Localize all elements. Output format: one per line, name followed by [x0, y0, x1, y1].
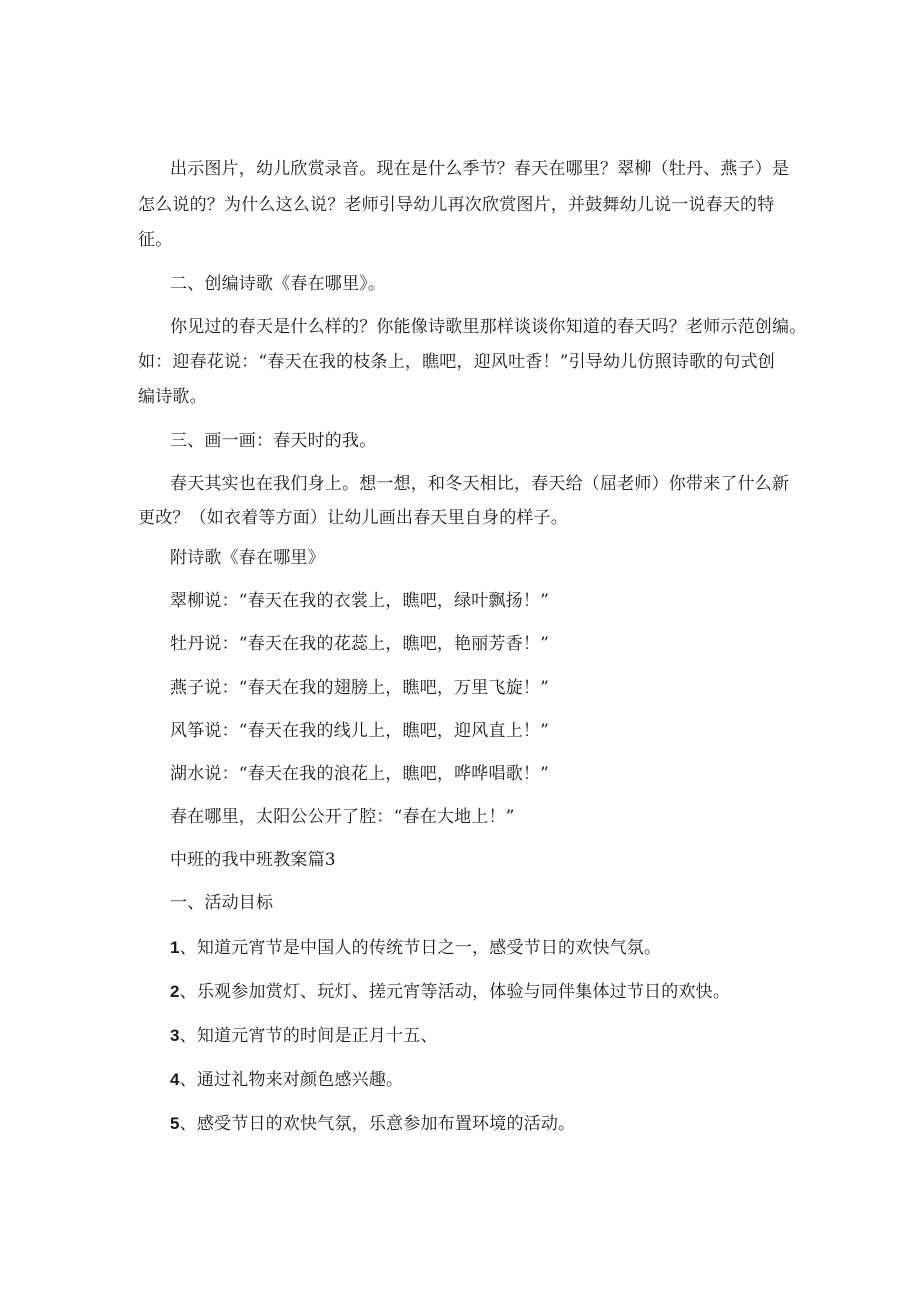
paragraph-line: 你见过的春天是什么样的？你能像诗歌里那样谈谈你知道的春天吗？老师示范创编。 [170, 317, 807, 337]
goal-text: 、知道元宵节是中国人的传统节日之一，感受节日的欢快气氛。 [179, 938, 662, 958]
goal-number: 2 [170, 982, 180, 1001]
goal-item [170, 1113, 575, 1135]
goal-text: 、乐观参加赏灯、玩灯、搓元宵等活动，体验与同伴集体过节日的欢快。 [179, 982, 731, 1002]
goal-text: 、通过礼物来对颜色感兴趣。 [179, 1070, 404, 1090]
lesson-title: 中班的我中班教案篇3 [170, 850, 336, 870]
section-heading: 三、画一画：春天时的我。 [170, 431, 377, 451]
section-heading: 二、创编诗歌《春在哪里》。 [170, 274, 386, 294]
poem-line: 风筝说：“春天在我的线儿上，瞧吧，迎风直上！” [170, 721, 549, 741]
paragraph-line: 如：迎春花说：“春天在我的枝条上，瞧吧，迎风吐香！”引导幼儿仿照诗歌的句式创 [138, 352, 775, 372]
paragraph-line: 征。 [138, 230, 173, 250]
goal-number: 5 [170, 1114, 180, 1133]
goal-item [170, 1069, 403, 1091]
goal-text: 、感受节日的欢快气氛，乐意参加布置环境的活动。 [179, 1114, 576, 1134]
goal-item [170, 1025, 438, 1047]
goal-item [170, 981, 730, 1003]
poem-line: 湖水说：“春天在我的浪花上，瞧吧，哗哗唱歌！” [170, 764, 549, 784]
paragraph-line: 春天其实也在我们身上。想一想，和冬天相比，春天给（屈老师）你带来了什么新 [170, 474, 790, 494]
goal-item [170, 937, 661, 959]
poem-title: 附诗歌《春在哪里》 [170, 548, 325, 568]
poem-line: 燕子说：“春天在我的翅膀上，瞧吧，万里飞旋！” [170, 678, 549, 698]
goal-number: 4 [170, 1070, 180, 1089]
paragraph-line: 编诗歌。 [138, 387, 207, 407]
paragraph-line: 怎么说的？为什么这么说？老师引导幼儿再次欣赏图片，并鼓舞幼儿说一说春天的特 [138, 195, 775, 215]
paragraph-line: 更改？（如衣着等方面）让幼儿画出春天里自身的样子。 [138, 508, 568, 528]
poem-line: 春在哪里，太阳公公开了腔：“春在大地上！” [170, 807, 515, 827]
goal-number: 1 [170, 938, 180, 957]
poem-line: 翠柳说：“春天在我的衣裳上，瞧吧，绿叶飘扬！” [170, 591, 549, 611]
paragraph-line: 出示图片，幼儿欣赏录音。现在是什么季节？春天在哪里？翠柳（牡丹、燕子）是 [170, 159, 790, 179]
goal-text: 、知道元宵节的时间是正月十五、 [179, 1026, 438, 1046]
goals-heading: 一、活动目标 [170, 893, 274, 913]
poem-line: 牡丹说：“春天在我的花蕊上，瞧吧，艳丽芳香！” [170, 634, 549, 654]
goal-number: 3 [170, 1026, 180, 1045]
